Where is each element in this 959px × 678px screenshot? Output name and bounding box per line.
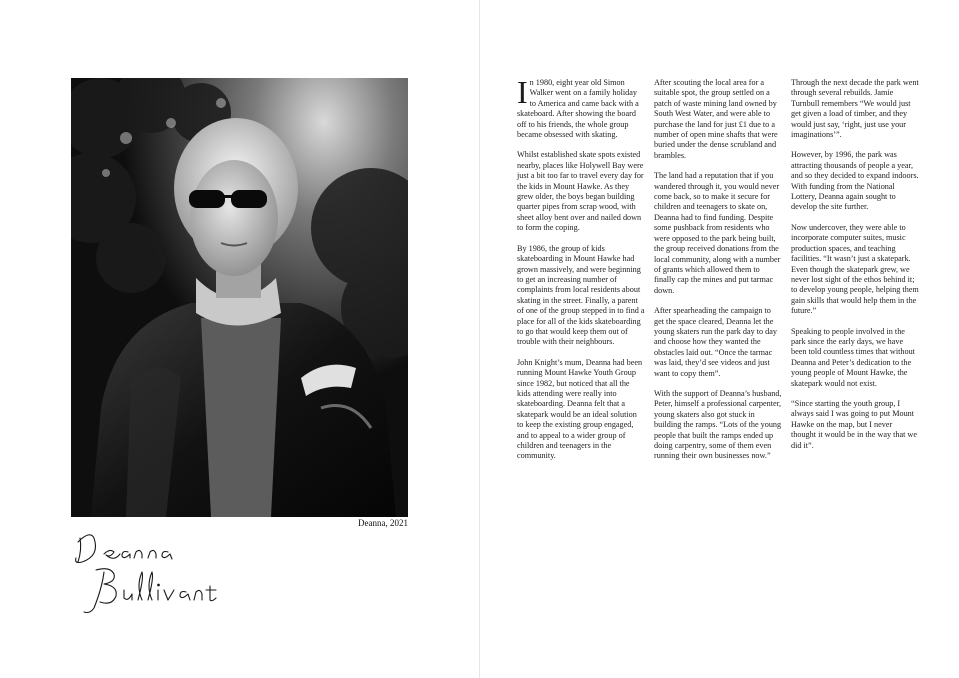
paragraph: With the support of Deanna’s husband, Peter, himself a professional carpenter, young skaters also got stuck in building the ramps. “Lots of the young people that built the ramps ended up doing carpentry, some of them even running their own businesses now.” (654, 388, 782, 461)
paragraph: Whilst established skate spots existed nearby, places like Holywell Bay were just a bit too far to travel every day for the kids in Mount Hawke. As they grew older, the boys began building quarter pipes from scrap wood, with sheet alloy bent over and nailed down to form the coping. (517, 150, 644, 233)
photo-caption: Deanna, 2021 (358, 518, 408, 528)
portrait-photo (71, 78, 408, 517)
paragraph: Speaking to people involved in the park since the early days, we have been told countless times that without Deanna and Peter’s dedication to the young people of Mount Hawke, the skatepark would not exist. (791, 326, 915, 388)
handwritten-signature (70, 528, 260, 618)
paragraph: “Since starting the youth group, I always said I was going to put Mount Hawke on the map, but I never thought it would be in the way that we did it”. (791, 398, 917, 450)
portrait-image (71, 78, 408, 517)
signature-image (70, 528, 260, 618)
article-column-2 (654, 78, 782, 472)
paragraph: By 1986, the group of kids skateboarding in Mount Hawke had grown massively, and were beginning to get an increasing number of complaints from local residents about skating in the street. Finally, a parent of one of the group stepped in to find a place for all of the kids skateboarding to go that would keep them out of trouble with their neighbours. (517, 243, 645, 347)
left-page (0, 0, 479, 678)
paragraph: John Knight’s mum, Deanna had been running Mount Hawke Youth Group since 1982, but noticed that all the kids attending were really into skateboarding. Deanna felt that a skatepark would be an ideal solution to keep the existing group engaged, and to appeal to a wider group of children and teenagers in the community. (517, 357, 643, 461)
paragraph: In 1980, eight year old Simon Walker went on a family holiday to America and came back with a skateboard. After showing the board off to his friends, the whole group became obsessed with skating. (517, 74, 639, 140)
paragraph: Now undercover, they were able to incorporate computer suites, music production spaces, and teaching facilities. “It wasn’t just a skatepark. Even though the skatepark grew, we never lost sight of the ethos behind it; to develop young people, helping them gain skills that would help them in the future.” (791, 222, 919, 316)
article-column-1 (517, 74, 645, 472)
article-column-3 (791, 78, 919, 461)
paragraph: Through the next decade the park went through several rebuilds. Jamie Turnbull remembers “We would just get given a load of timber, and they would just say, ‘right, just use your imaginations’”. (791, 78, 919, 140)
drop-cap: I (517, 74, 528, 110)
paragraph: The land had a reputation that if you wandered through it, you would never come back, so to make it secure for children and teenagers to skate on, Deanna had to find funding. Despite some pushback from residents who were opposed to the park being built, the group received donations from the local community, along with a number of grants which allowed them to finally cap the mines and put tarmac down. (654, 171, 781, 295)
paragraph: However, by 1996, the park was attracting thousands of people a year, and so they decided to expand indoors. With funding from the National Lottery, Deanna again sought to develop the site further. (791, 150, 919, 212)
paragraph: After scouting the local area for a suitable spot, the group settled on a patch of waste mining land owned by South West Water, and were able to purchase the land for just £1 due to a number of open mine shafts that were buried under the dense scrubland and brambles. (654, 78, 778, 160)
paragraph: After spearheading the campaign to get the space cleared, Deanna let the young skaters run the park day to day and choose how they wanted the obstacles laid out. “Once the tarmac was laid, they’d see videos and just want to copy them”. (654, 306, 778, 378)
